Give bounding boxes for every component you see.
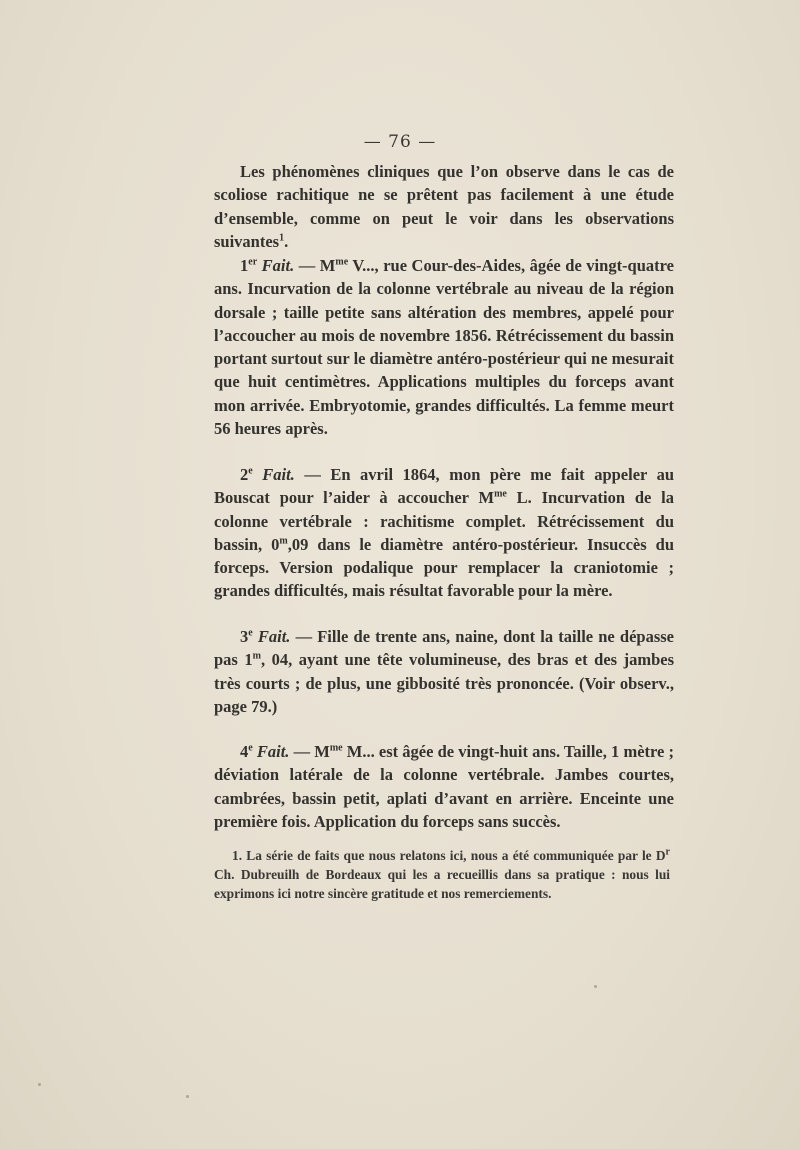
- fait-paragraph-3: [214, 625, 674, 718]
- fait-text-b-sup: m: [279, 535, 288, 547]
- fait-text-b: M... est âgée de vingt-huit ans. Taille, 1 mètre ; déviation latérale de la colonne vertébrale. Jambes courtes, cambrées, bassin petit, aplati d’avant en arrière. Enceinte une première fois. Application du forceps sans succès.: [214, 742, 675, 831]
- footnote-ref: 1: [279, 232, 285, 244]
- fait-text-a-sup: me: [335, 256, 349, 268]
- fait-paragraph-1: [214, 254, 674, 440]
- fait-number-sup: e: [248, 742, 253, 754]
- fait-number-sup: e: [248, 627, 253, 639]
- fait-number-sup: e: [248, 465, 253, 477]
- paper-speck: [594, 985, 597, 988]
- fait-label: Fait.: [262, 465, 295, 484]
- fait-text-b: , 04, ayant une tête volumineuse, des bras et des jambes très courts ; de plus, une gibbosité très prononcée. (Voir observ., page 79.): [214, 650, 674, 716]
- fait-text-c: ,09 dans le diamètre antéro-postérieur. Insuccès du forceps. Version podalique pour remplacer la craniotomie ; grandes difficultés, mais résultat favorable pour la mère.: [214, 534, 675, 601]
- fait-text: — Fille de trente ans, naine, dont la taille ne dépasse pas 1: [214, 627, 675, 670]
- footnote-text: La série de faits que nous relatons ici, nous a été communiquée par le D: [242, 848, 666, 863]
- fait-label: Fait.: [256, 742, 290, 761]
- fait-number-sup: er: [248, 256, 258, 268]
- paper-speck: [38, 1083, 41, 1086]
- footnote-marker: 1.: [232, 848, 243, 863]
- fait-number: 3: [240, 627, 249, 646]
- fait-number: 1: [240, 256, 249, 275]
- fait-text: — En avril 1864, mon père me fait appeler au Bouscat pour l’aider à accoucher M: [214, 465, 675, 508]
- fait-text-sup: me: [329, 742, 343, 754]
- fait-number: 2: [240, 465, 249, 484]
- fait-paragraph-2: [214, 463, 674, 603]
- fait-label: Fait.: [257, 627, 291, 646]
- intro-text: Les phénomènes cliniques que l’on observe dans le cas de scoliose rachitique ne se prêtent pas facilement à une étude d’ensemble, comme on peut le voir dans les observations suivantes: [214, 162, 674, 251]
- intro-paragraph: [214, 160, 674, 253]
- paper-speck: [186, 1095, 189, 1098]
- fait-paragraph-4: [214, 740, 674, 833]
- fait-text-a: — M: [294, 256, 336, 275]
- footnote-text-b: Ch. Dubreuilh de Bordeaux qui les a recueillis dans sa pratique : nous lui exprimons ici notre sincère gratitude et nos remerciements.: [214, 867, 670, 901]
- intro-end: .: [284, 231, 289, 251]
- footnote: [214, 846, 670, 903]
- footnote-text-sup: r: [665, 846, 670, 858]
- fait-text: V..., rue Cour-des-Aides, âgée de vingt-quatre ans. Incurvation de la colonne vertébrale au niveau de la région dorsale ; taille petite sans altération des membres, appelé pour l’accoucher au mois de novembre 1856. Rétrécissement du bassin portant surtout sur le diamètre antéro-postérieur qui ne mesurait que huit centimètres. Applications multiples du forceps avant mon arrivée. Embryotomie, grandes difficultés. La femme meurt 56 heures après.: [214, 256, 675, 439]
- page-number: — 76 —: [363, 132, 437, 152]
- fait-label: Fait.: [261, 256, 295, 275]
- fait-text-sup: m: [252, 650, 261, 662]
- fait-text-b: L. Incurvation de la colonne vertébrale : rachitisme complet. Rétrécissement du bassin, 0: [214, 488, 674, 554]
- fait-text-sup: me: [494, 488, 507, 500]
- fait-number: 4: [240, 742, 249, 761]
- fait-text: — M: [289, 742, 330, 761]
